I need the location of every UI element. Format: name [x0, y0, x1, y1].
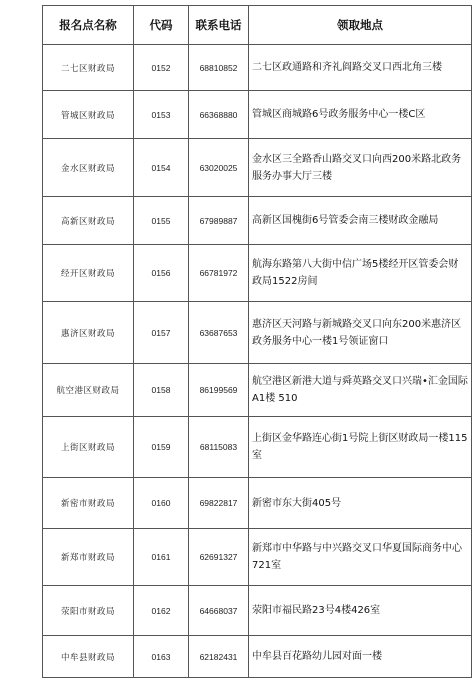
table-row — [43, 364, 472, 417]
code-cell: 0162 — [134, 586, 189, 636]
phone-cell: 64668037 — [189, 586, 249, 636]
phone-cell: 62182431 — [189, 636, 249, 678]
code-cell: 0161 — [134, 529, 189, 586]
table-header-row — [43, 6, 472, 45]
phone-cell: 68115083 — [189, 417, 249, 478]
code-cell: 0159 — [134, 417, 189, 478]
point-name-cell: 荥阳市财政局 — [43, 586, 134, 636]
code-cell: 0155 — [134, 197, 189, 245]
address-cell: 二七区政通路和齐礼阎路交叉口西北角三楼 — [249, 45, 472, 91]
address-cell: 管城区商城路6号政务服务中心一楼C区 — [249, 91, 472, 139]
point-name-cell: 中牟县财政局 — [43, 636, 134, 678]
table-row — [43, 245, 472, 302]
address-cell: 航海东路第八大街中信广场5楼经开区管委会财政局1522房间 — [249, 245, 472, 302]
point-name-cell: 新密市财政局 — [43, 478, 134, 529]
point-name-cell: 航空港区财政局 — [43, 364, 134, 417]
code-cell: 0152 — [134, 45, 189, 91]
address-cell: 航空港区新港大道与舜英路交叉口兴瑞•汇金国际A1楼 510 — [249, 364, 472, 417]
phone-cell: 66368880 — [189, 91, 249, 139]
code-cell: 0153 — [134, 91, 189, 139]
table-row — [43, 45, 472, 91]
point-name-cell: 上街区财政局 — [43, 417, 134, 478]
phone-cell: 63020025 — [189, 139, 249, 197]
phone-cell: 69822817 — [189, 478, 249, 529]
address-cell: 高新区国槐街6号管委会南三楼财政金融局 — [249, 197, 472, 245]
code-cell: 0163 — [134, 636, 189, 678]
point-name-cell: 经开区财政局 — [43, 245, 134, 302]
address-cell: 中牟县百花路幼儿园对面一楼 — [249, 636, 472, 678]
phone-cell: 66781972 — [189, 245, 249, 302]
phone-cell: 63687653 — [189, 302, 249, 364]
address-cell: 金水区三全路香山路交叉口向西200米路北政务服务办事大厅三楼 — [249, 139, 472, 197]
point-name-cell: 新郑市财政局 — [43, 529, 134, 586]
table-row — [43, 636, 472, 678]
point-name-cell: 高新区财政局 — [43, 197, 134, 245]
table-row — [43, 586, 472, 636]
table-row — [43, 417, 472, 478]
address-cell: 荥阳市福民路23号4楼426室 — [249, 586, 472, 636]
phone-cell: 62691327 — [189, 529, 249, 586]
table-row — [43, 91, 472, 139]
phone-cell: 67989887 — [189, 197, 249, 245]
table-row — [43, 139, 472, 197]
table-row — [43, 478, 472, 529]
table-row — [43, 529, 472, 586]
code-cell: 0156 — [134, 245, 189, 302]
point-name-cell: 管城区财政局 — [43, 91, 134, 139]
header-name: 报名点名称 — [43, 6, 134, 45]
address-cell: 新密市东大街405号 — [249, 478, 472, 529]
registration-points-table — [42, 5, 472, 678]
header-phone: 联系电话 — [189, 6, 249, 45]
address-cell: 新郑市中华路与中兴路交叉口华夏国际商务中心721室 — [249, 529, 472, 586]
point-name-cell: 惠济区财政局 — [43, 302, 134, 364]
code-cell: 0154 — [134, 139, 189, 197]
point-name-cell: 金水区财政局 — [43, 139, 134, 197]
phone-cell: 86199569 — [189, 364, 249, 417]
code-cell: 0158 — [134, 364, 189, 417]
header-address: 领取地点 — [249, 6, 472, 45]
code-cell: 0160 — [134, 478, 189, 529]
table-row — [43, 197, 472, 245]
point-name-cell: 二七区财政局 — [43, 45, 134, 91]
header-code: 代码 — [134, 6, 189, 45]
table-row — [43, 302, 472, 364]
address-cell: 上街区金华路连心街1号院上街区财政局一楼115室 — [249, 417, 472, 478]
phone-cell: 68810852 — [189, 45, 249, 91]
address-cell: 惠济区天河路与新城路交叉口向东200米惠济区政务服务中心一楼1号领证窗口 — [249, 302, 472, 364]
code-cell: 0157 — [134, 302, 189, 364]
